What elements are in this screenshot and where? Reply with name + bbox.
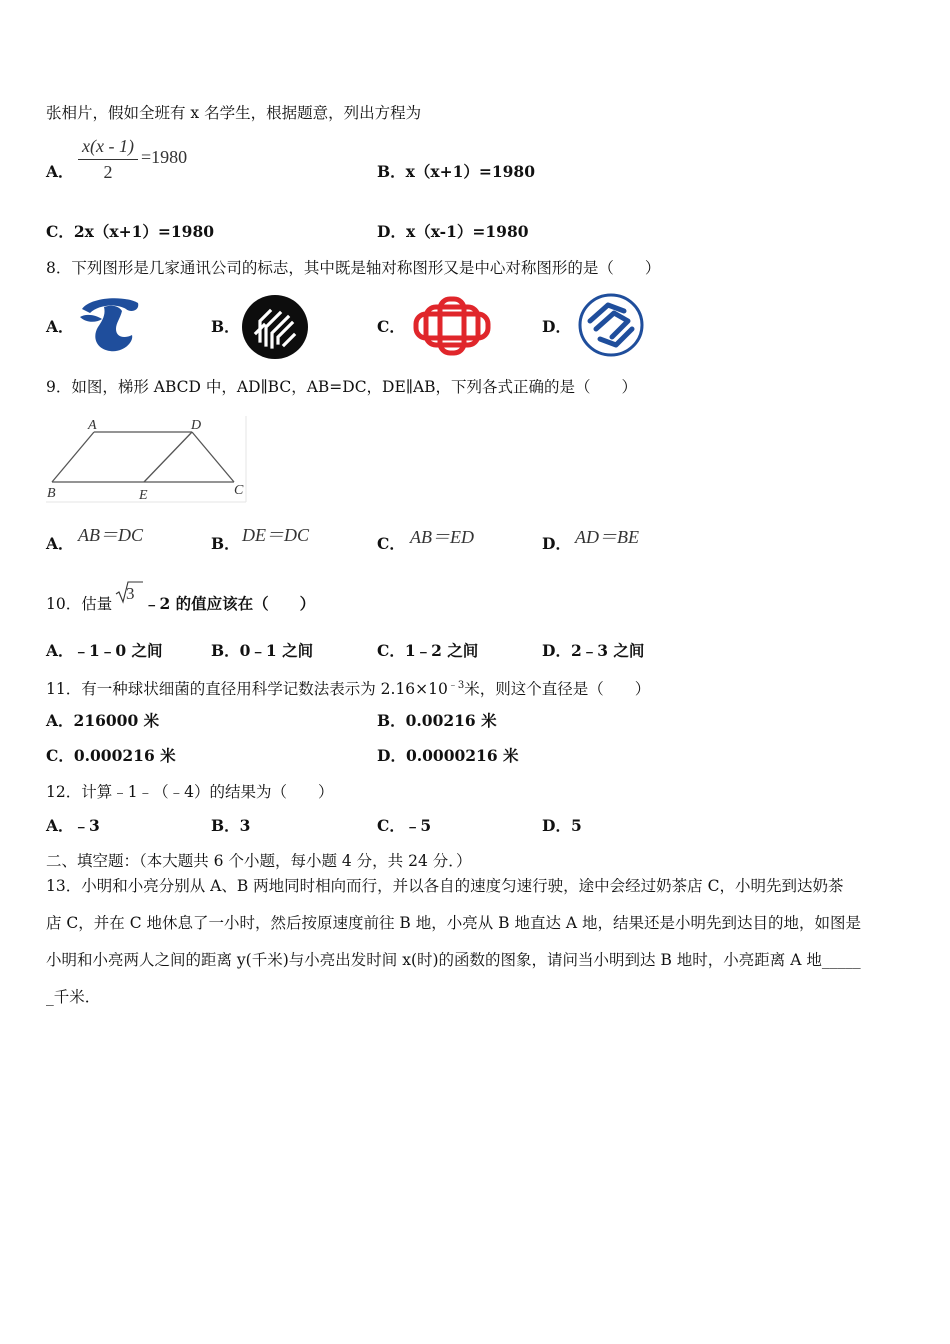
q7-continuation: 张相片，假如全班有 x 名学生，根据题意，列出方程为 <box>46 104 422 122</box>
q11-option-b[interactable] <box>377 711 497 731</box>
q9-option-a-label[interactable]: A． <box>46 534 74 553</box>
q10-option-a-text: ﹣1﹣0 之间 <box>73 641 163 660</box>
q7-a-equals: =1980 <box>141 147 188 167</box>
q12-option-b-text: 3 <box>239 816 251 835</box>
q7-option-d-label: D． <box>377 222 406 241</box>
q8-option-c-label[interactable]: C． <box>377 317 405 336</box>
q10-option-c[interactable] <box>377 641 478 661</box>
q11-exponent: ﹣3 <box>447 680 465 691</box>
q12-option-d-text: 5 <box>570 816 582 835</box>
q12-option-a-label: A． <box>46 816 74 835</box>
q11-option-c-label: C． <box>46 746 74 765</box>
q10-suffix: ﹣2 的值应该在（ ） <box>144 594 316 613</box>
trapezoid-figure <box>44 412 250 504</box>
vertex-label-c: C <box>234 483 244 498</box>
q9-stem: 9．如图，梯形 ABCD 中，AD∥BC，AB=DC，DE∥AB，下列各式正确的是（ ） <box>46 378 638 396</box>
q9-option-d-text: AD＝BE <box>575 527 639 547</box>
q12-option-d[interactable] <box>542 816 582 836</box>
q11-stem <box>46 676 650 699</box>
q10-option-d-label: D． <box>542 641 571 660</box>
q9-option-c-label[interactable]: C． <box>377 534 405 553</box>
q7-a-numerator: x(x - 1) <box>78 136 138 160</box>
q11-stem-pre: 11．有一种球状细菌的直径用科学记数法表示为 2.16×10 <box>46 680 448 699</box>
q11-option-d-label: D． <box>377 746 406 765</box>
q12-option-c-text: ﹣5 <box>404 816 432 835</box>
q7-option-a-label: A． <box>46 162 74 181</box>
q10-option-b[interactable] <box>211 641 313 661</box>
q12-option-b-label: B． <box>211 816 240 835</box>
q7-option-c-label: C． <box>46 222 74 241</box>
q10-option-d-text: 2﹣3 之间 <box>570 641 645 660</box>
q12-stem: 12．计算﹣1﹣（﹣4）的结果为（ ） <box>46 783 334 801</box>
vertex-label-d: D <box>191 418 202 433</box>
vertex-label-b: B <box>47 486 56 501</box>
q11-stem-post: 米，则这个直径是（ ） <box>464 680 651 699</box>
vertex-label-a: A <box>88 418 97 433</box>
q8-stem: 8．下列图形是几家通讯公司的标志，其中既是轴对称图形又是中心对称图形的是（ ） <box>46 259 661 277</box>
q11-option-c[interactable] <box>46 746 176 766</box>
q10-option-c-label: C． <box>377 641 405 660</box>
q11-option-d[interactable] <box>377 746 519 766</box>
q13-line-3: 小明和小亮两人之间的距离 y(千米)与小亮出发时间 x(时)的函数的图象，请问当小明到达 B 地时，小亮距离 A 地_____ <box>46 951 861 969</box>
q12-option-d-label: D． <box>542 816 571 835</box>
q10-option-a-label: A． <box>46 641 74 660</box>
china-unicom-knot-icon <box>410 295 494 357</box>
q8-option-d-label[interactable]: D． <box>542 317 571 336</box>
q13-paragraph <box>46 868 906 1016</box>
q10-option-a[interactable] <box>46 641 163 661</box>
q7-option-d[interactable] <box>377 222 529 242</box>
q9-option-c-text: AB＝ED <box>410 527 474 547</box>
q9-option-b-label[interactable]: B． <box>211 534 240 553</box>
black-circle-logo-icon <box>240 293 310 361</box>
q9-option-a-text: AB＝DC <box>78 525 143 545</box>
q7-option-a-fraction <box>78 136 138 183</box>
q7-option-b-text: x（x+1）=1980 <box>405 162 535 181</box>
q7-option-a[interactable] <box>46 162 74 182</box>
q10-radicand: 3 <box>126 584 135 603</box>
q13-line-2: 店 C，并在 C 地休息了一小时，然后按原速度前往 B 地，小亮从 B 地直达 A 地，结果还是小明先到达目的地，如图是 <box>46 914 862 932</box>
q10-option-d[interactable] <box>542 641 644 661</box>
q12-option-b[interactable] <box>211 816 250 836</box>
q7-option-c[interactable] <box>46 222 214 242</box>
q10-option-b-label: B． <box>211 641 240 660</box>
q13-line-1: 13．小明和小亮分别从 A、B 两地同时相向而行，并以各自的速度匀速行驶，途中会经过奶茶店 C，小明先到达奶茶 <box>46 877 844 895</box>
q13-line-4: _千米． <box>46 988 101 1006</box>
q11-option-a-label: A． <box>46 711 74 730</box>
q10-stem <box>46 594 112 614</box>
q11-option-b-text: 0.00216 米 <box>405 711 497 730</box>
q11-option-d-text: 0.0000216 米 <box>405 746 519 765</box>
q12-option-c[interactable] <box>377 816 431 836</box>
q12-option-a[interactable] <box>46 816 100 836</box>
q10-option-c-text: 1﹣2 之间 <box>404 641 479 660</box>
q12-option-a-text: ﹣3 <box>73 816 100 835</box>
q7-option-b[interactable] <box>377 162 535 182</box>
q7-option-b-label: B． <box>377 162 406 181</box>
q9-option-b-text: DE＝DC <box>242 525 309 545</box>
q9-option-d-label[interactable]: D． <box>542 534 571 553</box>
q8-option-b-label[interactable]: B． <box>211 317 240 336</box>
section-2-title: 二、填空题：（本大题共 6 个小题，每小题 4 分，共 24 分．） <box>46 852 472 870</box>
q7-a-denominator: 2 <box>103 162 113 182</box>
q11-option-a[interactable] <box>46 711 159 731</box>
q11-option-b-label: B． <box>377 711 406 730</box>
q11-option-c-text: 0.000216 米 <box>73 746 176 765</box>
vertex-label-e: E <box>139 488 148 503</box>
china-mobile-logo-icon <box>578 293 644 357</box>
q10-prefix: 10．估量 <box>46 595 113 613</box>
q11-option-a-text: 216000 米 <box>73 711 160 730</box>
q12-option-c-label: C． <box>377 816 405 835</box>
china-telecom-logo-icon <box>76 293 144 357</box>
q10-option-b-text: 0﹣1 之间 <box>239 641 314 660</box>
q8-option-a-label[interactable]: A． <box>46 317 74 336</box>
q7-option-c-text: 2x（x+1）=1980 <box>73 222 215 241</box>
q7-option-d-text: x（x-1）=1980 <box>405 222 529 241</box>
